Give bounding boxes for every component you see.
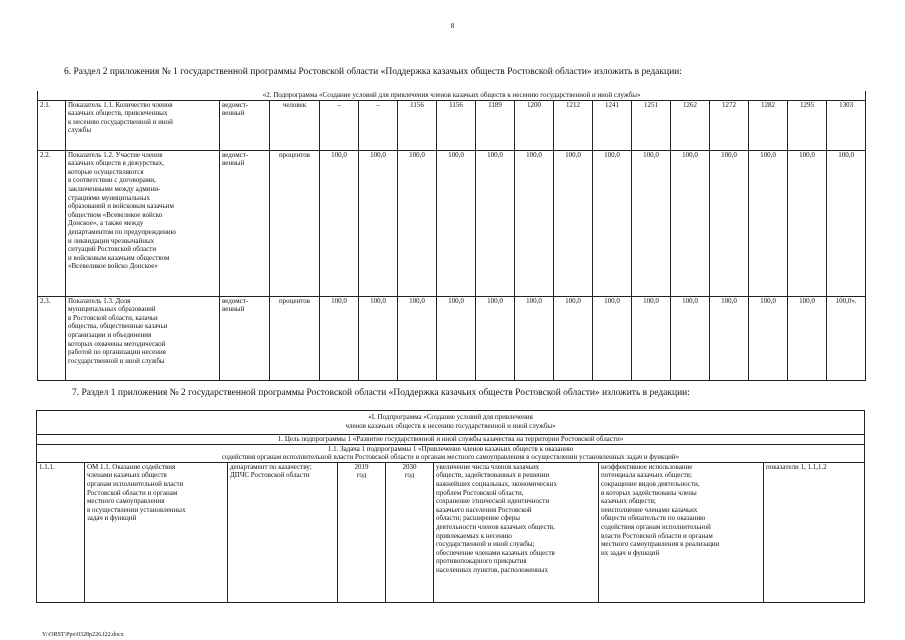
indicators-table [37,91,866,381]
indicator-type: ведомст- венный [220,296,270,380]
section-7-heading: 7. Раздел 1 приложения № 2 государственной программы Ростовской области «Поддержка казачьих обществ Ростовской области» изложить в редакции: [72,388,690,398]
value-cell: 100,0 [749,296,788,380]
start-year: 2019 год [338,462,386,602]
value-cell: 1272 [710,100,749,150]
subprogram-header: «2. Подпрограмма «Создание условий для привлечения членов казачьих обществ к несению государственной и иной службы» [38,91,866,100]
executor: департамент по казачеству; ДПЧС Ростовской области [228,462,338,602]
value-cell: 100,0 [710,296,749,380]
value-cell: 100,0 [632,296,671,380]
subprogram-header: «I. Подпрограмма «Создание условий для привлечения членов казачьих обществ к несению государственной и иной службы» [37,411,865,435]
section-6-heading: 6. Раздел 2 приложения № 1 государственной программы Ростовской области «Поддержка казачьих обществ Ростовской области» изложить в редакции: [64,67,682,77]
footer-file-path: Y:\ORST\Ppo\0328p226.f22.docx [42,632,124,638]
table-row [38,296,866,380]
page-number: 8 [450,22,455,30]
non-implementation-consequences: неэффективное использование потенциала казачьих обществ; сокращение видов деятельности, в которых задействованы члены казачьих обществ; неисполнение членами казачьих обществ обязательств по оказанию содействия органам исполнительной власти Ростовской области и органам местного самоуправления в реализации их задач и функций [599,462,764,602]
value-cell: 100,0 [710,150,749,296]
value-cell: 1189 [476,100,515,150]
row-number: 2.1. [38,100,66,150]
value-cell: 100,0 [476,150,515,296]
measures-table [36,410,865,603]
related-indicators: показатели 1, 1.1,1.2 [764,462,865,602]
value-cell: 100,0 [437,150,476,296]
value-cell: 100,0 [827,150,866,296]
value-cell: 100,0 [359,150,398,296]
indicator-type: ведомст- венный [220,100,270,150]
value-cell: – [320,100,359,150]
indicator-name: Показатель 1.2. Участие членов казачьих обществ в дежурствах, которые осуществляются в соответствии с договорами, заключенными между админи- страциями муниципальных образований и войсковым казачьим обществом «Всевеликое войско Донское», а также между департаментом по предупреждению и ликвидации чрезвычайных ситуаций Ростовской области и войсковым казачьим обществом «Всевеликое войско Донское» [66,150,220,296]
row-number: 1.1.1. [37,462,85,602]
value-cell: 100,0 [788,150,827,296]
value-cell: 100,0 [554,296,593,380]
value-cell: 100,0 [437,296,476,380]
indicator-unit: процентов [270,150,320,296]
row-number: 2.2. [38,150,66,296]
event-name: ОМ 1.1. Оказание содействия членами казачьих обществ органам исполнительной власти Ростовской области и органам местного самоуправления в осуществлении установленных задач и функций [85,462,228,602]
value-cell: 100,0 [632,150,671,296]
goal-header: 1. Цель подпрограммы 1 «Развитие государственной и иной службы казачества на территории Ростовской области» [37,435,865,445]
end-year: 2030 год [386,462,434,602]
value-cell: 1212 [554,100,593,150]
value-cell: 100,0 [593,296,632,380]
indicator-name: Показатель 1.1. Количество членов казачьих обществ, привлеченных к несению государственной и иной службы [66,100,220,150]
table-row [38,100,866,150]
value-cell: 100,0 [749,150,788,296]
value-cell: 100,0 [788,296,827,380]
value-cell: 100,0 [359,296,398,380]
value-cell: 100,0 [398,296,437,380]
value-cell: 1200 [515,100,554,150]
value-cell: 1156 [437,100,476,150]
value-cell: 100,0 [515,150,554,296]
table-row [38,150,866,296]
value-cell: 1241 [593,100,632,150]
indicator-unit: процентов [270,296,320,380]
row-number: 2.3. [38,296,66,380]
value-cell: 1282 [749,100,788,150]
value-cell: 100,0 [476,296,515,380]
value-cell: 100,0 [320,150,359,296]
value-cell: 100,0». [827,296,866,380]
value-cell: 1251 [632,100,671,150]
table-row [37,462,865,602]
value-cell: 100,0 [671,296,710,380]
value-cell: 1262 [671,100,710,150]
indicator-name: Показатель 1.3. Доля муниципальных образований в Ростовской области, казачьи общества, общественные казачьи организации и объединения которых охвачены методической работой по организации несения государственной и иной службы [66,296,220,380]
value-cell: 100,0 [515,296,554,380]
value-cell: 100,0 [593,150,632,296]
value-cell: 100,0 [671,150,710,296]
value-cell: 1303 [827,100,866,150]
task-header: 1.1. Задача 1 подпрограммы 1 «Привлечение членов казачьих обществ к оказанию содействия органам исполнительной власти Ростовской области и органам местного самоуправления в осуществлении установленных задач и функций» [37,444,865,462]
value-cell: – [359,100,398,150]
value-cell: 1295 [788,100,827,150]
value-cell: 100,0 [320,296,359,380]
indicator-type: ведомст- венный [220,150,270,296]
value-cell: 100,0 [554,150,593,296]
value-cell: 100,0 [398,150,437,296]
expected-result: увеличение числа членов казачьих обществ, задействованных в решении важнейших социальных, экономических проблем Ростовской области, сохранение этнической идентичности казачьего населения Ростовской области; расширение сферы деятельности членов казачьих обществ, привлекаемых к несению государственной и иной службы; обеспечение членами казачьих обществ противопожарного прикрытия населенных пунктов, расположенных [434,462,599,602]
indicator-unit: человек [270,100,320,150]
value-cell: 1156 [398,100,437,150]
